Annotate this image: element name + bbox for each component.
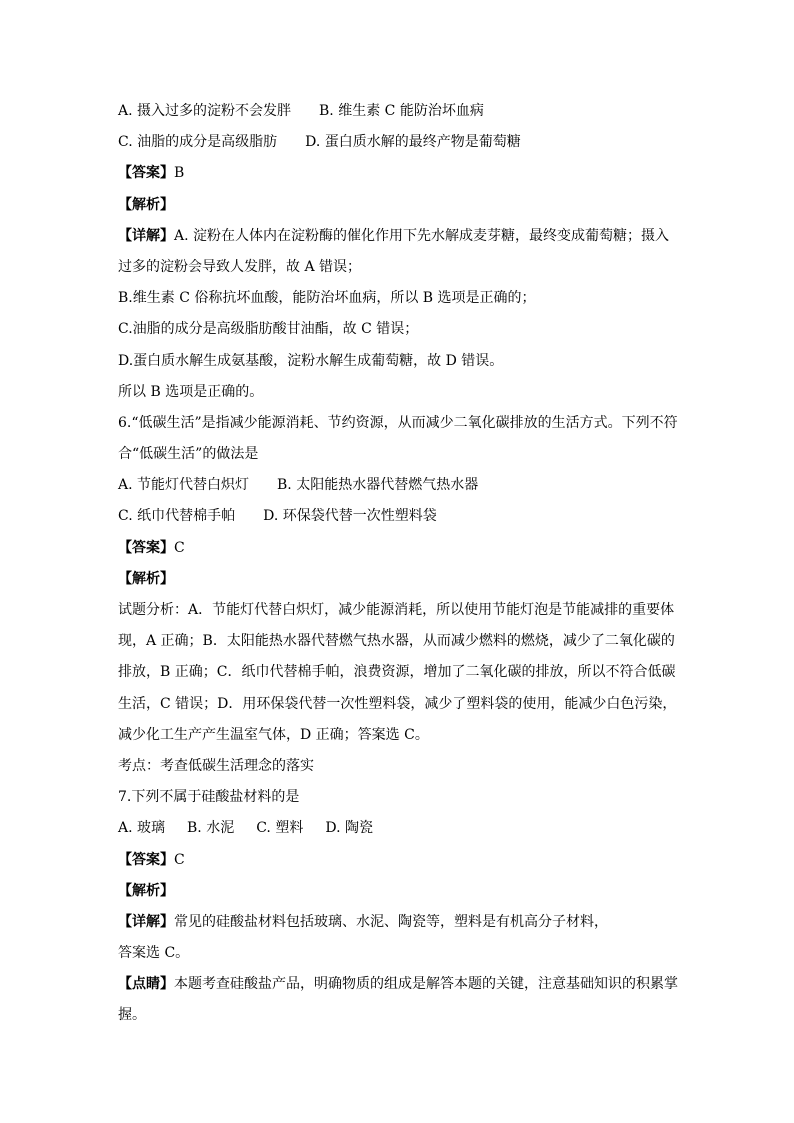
q7-comment-line-1 xyxy=(118,969,678,1000)
detail-text: 常见的硅酸盐材料包括玻璃、水泥、陶瓷等，塑料是有机高分子材料， xyxy=(174,913,608,930)
q6-option-d: D. 环保袋代替一次性塑料袋 xyxy=(263,508,437,525)
comment-text: 本题考查硅酸盐产品，明确物质的组成是解答本题的关键，注意基础知识的积累掌 xyxy=(174,976,678,993)
q6-analysis-line-2: 现，A 正确；B．太阳能热水器代替燃气热水器，从而减少燃料的燃烧，减少了二氧化碳的 xyxy=(118,633,675,650)
q6-option-a: A. 节能灯代替白炽灯 xyxy=(118,477,250,494)
detail-text: A. 淀粉在人体内在淀粉酶的催化作用下先水解成麦芽糖，最终变成葡萄糖；摄入 xyxy=(174,227,670,244)
q7-detail-line-1 xyxy=(118,907,678,938)
answer-tag: 【答案】 xyxy=(118,165,174,182)
q7-option-d: D. 陶瓷 xyxy=(325,820,373,837)
q5-option-c: C. 油脂的成分是高级脂肪 xyxy=(118,134,278,151)
q7-option-b: B. 水泥 xyxy=(187,820,235,837)
q5-detail-line-1 xyxy=(118,221,678,252)
q7-option-c: C. 塑料 xyxy=(256,820,304,837)
q6-analysis-line-3: 排放，B 正确；C．纸巾代替棉手帕，浪费资源，增加了二氧化碳的排放，所以不符合低碳 xyxy=(118,664,676,681)
q6-analysis-heading: 【解析】 xyxy=(118,570,174,587)
q7-analysis-heading: 【解析】 xyxy=(118,882,174,899)
q6-stem-line-2: 合“低碳生活”的做法是 xyxy=(118,446,259,463)
q5-detail-line-5: D.蛋白质水解生成氨基酸，淀粉水解生成葡萄糖，故 D 错误。 xyxy=(118,352,504,369)
q5-options-row-1 xyxy=(118,96,678,127)
q5-detail-line-3: B.维生素 C 俗称抗坏血酸，能防治坏血病，所以 B 选项是正确的； xyxy=(118,290,536,307)
q5-options-row-2 xyxy=(118,127,678,158)
q5-analysis-heading: 【解析】 xyxy=(118,196,174,213)
detail-tag: 【详解】 xyxy=(118,227,174,244)
answer-tag: 【答案】 xyxy=(118,539,174,556)
q5-detail-line-6: 所以 B 选项是正确的。 xyxy=(118,383,264,400)
q6-analysis-line-1: 试题分析：A．节能灯代替白炽灯，减少能源消耗，所以使用节能灯泡是节能减排的重要体 xyxy=(118,602,675,618)
q7-detail-line-2: 答案选 C。 xyxy=(118,945,190,962)
q5-option-a: A. 摄入过多的淀粉不会发胖 xyxy=(118,103,292,119)
answer-tag: 【答案】 xyxy=(118,851,174,868)
comment-tag: 【点睛】 xyxy=(118,976,174,993)
q7-options-row xyxy=(118,813,678,844)
q6-options-row-1 xyxy=(118,470,678,501)
q7-comment-line-2: 握。 xyxy=(118,1007,146,1024)
q6-analysis-line-5: 减少化工生产产生温室气体，D 正确；答案选 C。 xyxy=(118,726,429,743)
q7-answer xyxy=(118,845,678,876)
document-page xyxy=(118,96,678,1032)
q6-answer xyxy=(118,533,678,564)
q6-analysis-line-4: 生活，C 错误；D．用环保袋代替一次性塑料袋，减少了塑料袋的使用，能减少白色污染， xyxy=(118,695,677,712)
detail-tag: 【详解】 xyxy=(118,913,174,930)
q7-stem: 7.下列不属于硅酸盐材料的是 xyxy=(118,789,300,806)
answer-value: C xyxy=(174,539,185,556)
answer-value: B xyxy=(174,165,185,182)
q5-option-d: D. 蛋白质水解的最终产物是葡萄糖 xyxy=(305,134,521,151)
q5-detail-line-2: 过多的淀粉会导致人发胖，故 A 错误； xyxy=(118,258,362,275)
q6-option-c: C. 纸巾代替棉手帕 xyxy=(118,508,236,525)
q6-option-b: B. 太阳能热水器代替燃气热水器 xyxy=(277,477,479,494)
answer-value: C xyxy=(174,851,185,868)
q6-kaodian: 考点：考查低碳生活理念的落实 xyxy=(118,757,314,774)
q5-answer xyxy=(118,158,678,189)
q6-stem-line-1: 6.“低碳生活”是指减少能源消耗、节约资源，从而减少二氧化碳排放的生活方式。下列不符 xyxy=(118,414,678,431)
q6-options-row-2 xyxy=(118,501,678,532)
q5-option-b: B. 维生素 C 能防治坏血病 xyxy=(319,103,484,119)
q5-detail-line-4: C.油脂的成分是高级脂肪酸甘油酯，故 C 错误； xyxy=(118,321,419,338)
q7-option-a: A. 玻璃 xyxy=(118,820,166,837)
